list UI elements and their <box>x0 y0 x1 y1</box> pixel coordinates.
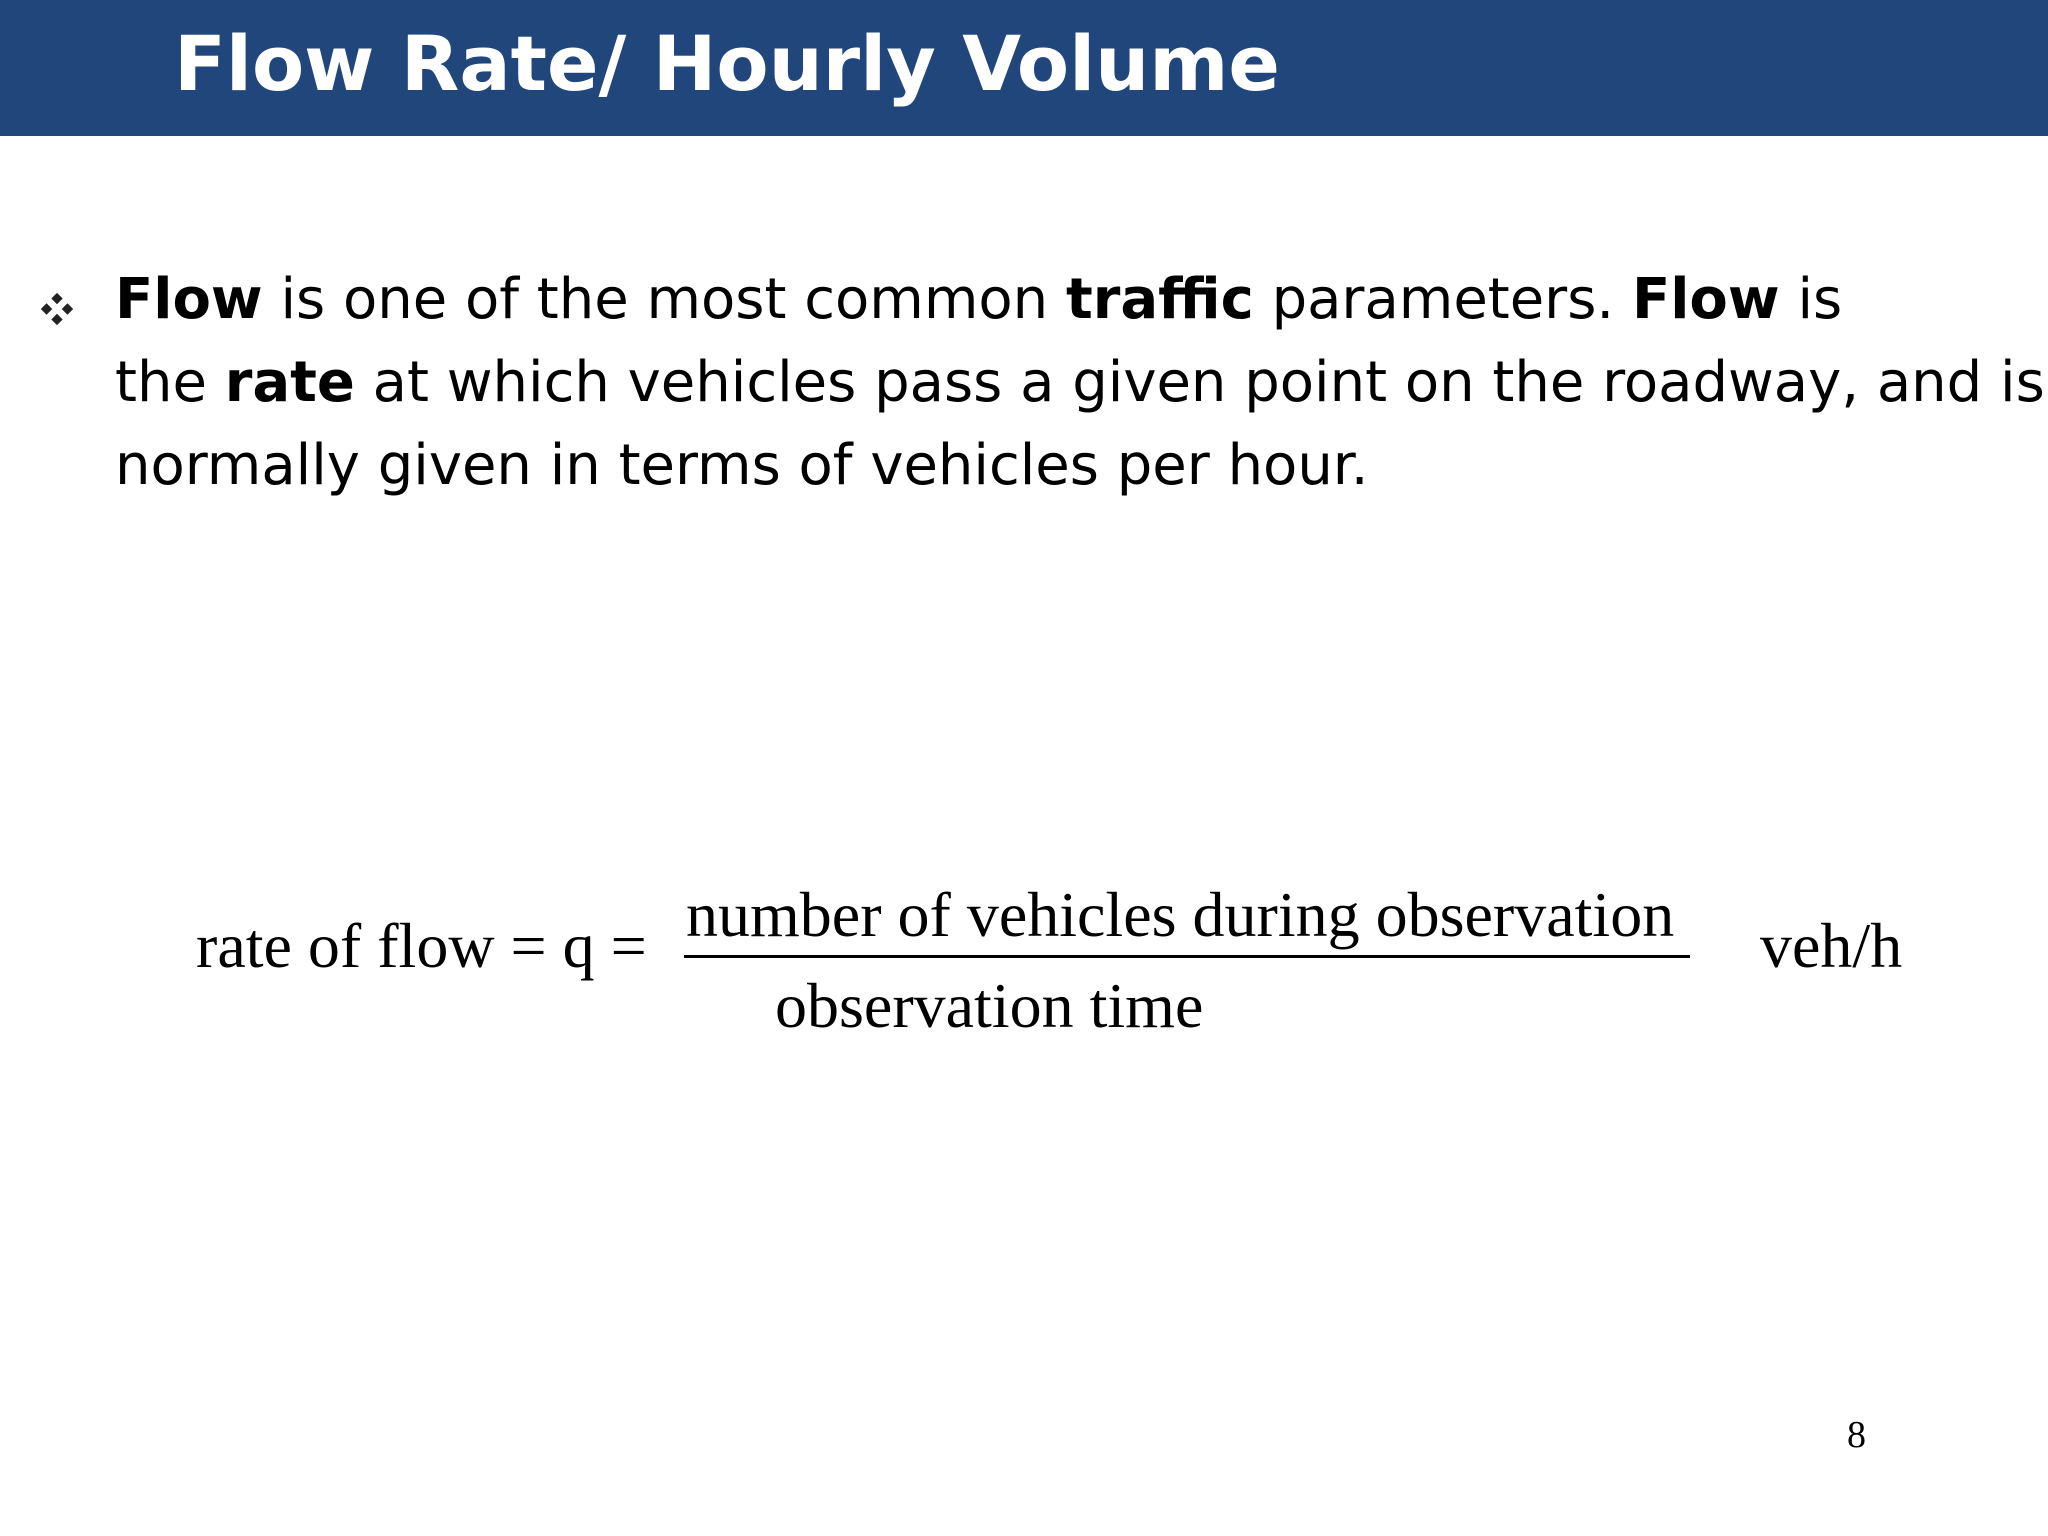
text-segment: the <box>115 350 225 415</box>
bold-term-rate: rate <box>224 350 355 415</box>
bullet-line-2 <box>115 341 2045 424</box>
four-diamond-bullet-icon <box>38 290 76 328</box>
equation-denominator: observation time <box>775 970 1204 1041</box>
bullet-line-1 <box>115 258 2015 341</box>
equation-numerator: number of vehicles during observation <box>686 879 1675 950</box>
equation-lhs: rate of flow = q = <box>196 910 647 981</box>
bullet-line-3: normally given in terms of vehicles per hour. <box>115 433 1369 498</box>
bold-term-flow: Flow <box>115 267 263 332</box>
bold-term-traffic: traffic <box>1065 267 1254 332</box>
text-segment: at which vehicles pass a given point on the roadway, and is <box>354 350 2045 415</box>
bullet-paragraph <box>115 258 2045 507</box>
bold-term-flow: Flow <box>1631 267 1780 332</box>
text-segment: is <box>1779 267 1843 332</box>
slide-title: Flow Rate/ Hourly Volume <box>174 19 1280 108</box>
text-segment: parameters. <box>1253 267 1632 332</box>
text-segment: is one of the most common <box>262 267 1066 332</box>
title-bar <box>0 0 2048 136</box>
page-number: 8 <box>1847 1414 1866 1456</box>
fraction-bar <box>684 955 1690 958</box>
equation-unit: veh/h <box>1760 910 1903 981</box>
